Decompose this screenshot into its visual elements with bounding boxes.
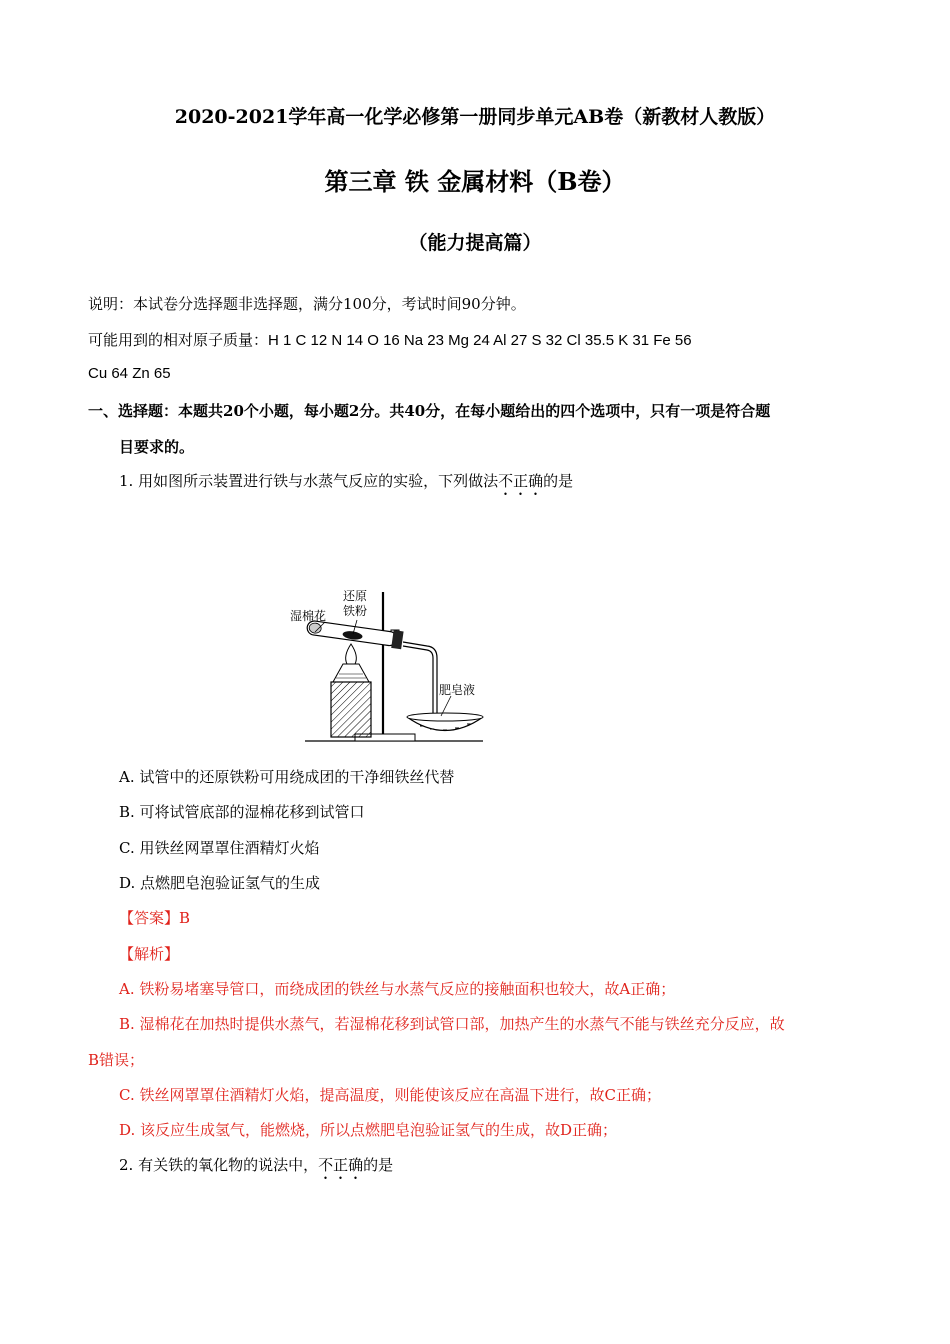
- label-soap-solution: 肥皂液: [439, 683, 476, 697]
- emphasis-not-correct: 不正确: [318, 1156, 364, 1174]
- option-c: C. 用铁丝网罩罩住酒精灯火焰: [119, 839, 320, 857]
- analysis-d: D. 该反应生成氢气，能燃烧，所以点燃肥皂泡验证氢气的生成，故D正确；: [119, 1121, 618, 1139]
- iron-steam-apparatus-figure: [285, 584, 485, 744]
- subtitle: （能力提高篇）: [408, 232, 542, 254]
- question-2-stem: 2. 有关铁的氧化物的说法中，不正确的是: [119, 1156, 394, 1174]
- question-1-stem: 1. 用如图所示装置进行铁与水蒸气反应的实验，下列做法不正确的是: [119, 472, 574, 490]
- series-title: 2020-2021学年高一化学必修第一册同步单元AB卷（新教材人教版）: [174, 106, 776, 128]
- option-d: D. 点燃肥皂泡验证氢气的生成: [119, 874, 321, 892]
- option-b: B. 可将试管底部的湿棉花移到试管口: [119, 803, 365, 821]
- answer: 【答案】B: [119, 909, 191, 927]
- option-a: A. 试管中的还原铁粉可用绕成团的干净细铁丝代替: [119, 768, 455, 786]
- label-reduced-iron-1: 还原: [343, 589, 368, 603]
- chapter-title: 第三章 铁 金属材料（B卷）: [324, 167, 626, 196]
- analysis-label: 【解析】: [119, 945, 180, 963]
- emphasis-not-correct: 不正确: [498, 472, 544, 490]
- atomic-mass-values-cont: Cu 64 Zn 65: [88, 365, 171, 382]
- section-heading: 一、选择题：本题共20个小题，每小题2分。共40分，在每小题给出的四个选项中，只有一项是符合题: [88, 402, 771, 420]
- atomic-mass-line: [88, 329, 692, 350]
- analysis-b-cont: B错误；: [88, 1051, 145, 1069]
- section-heading-cont: 目要求的。: [119, 438, 195, 456]
- analysis-a: A. 铁粉易堵塞导管口，而绕成团的铁丝与水蒸气反应的接触面积也较大，故A正确；: [119, 980, 676, 998]
- exam-description: 说明：本试卷分选择题非选择题，满分100分，考试时间90分钟。: [88, 295, 526, 313]
- label-reduced-iron-2: 铁粉: [343, 604, 368, 618]
- label-wet-cotton: 湿棉花: [290, 609, 327, 623]
- atomic-mass-label: 可能用到的相对原子质量：: [88, 331, 269, 349]
- analysis-b: B. 湿棉花在加热时提供水蒸气，若湿棉花移到试管口部，加热产生的水蒸气不能与铁丝充分反应，故: [119, 1015, 785, 1033]
- atomic-mass-values: H 1 C 12 N 14 O 16 Na 23 Mg 24 Al 27 S 32 Cl 35.5 K 31 Fe 56: [268, 332, 692, 349]
- analysis-c: C. 铁丝网罩罩住酒精灯火焰，提高温度，则能使该反应在高温下进行，故C正确；: [119, 1086, 661, 1104]
